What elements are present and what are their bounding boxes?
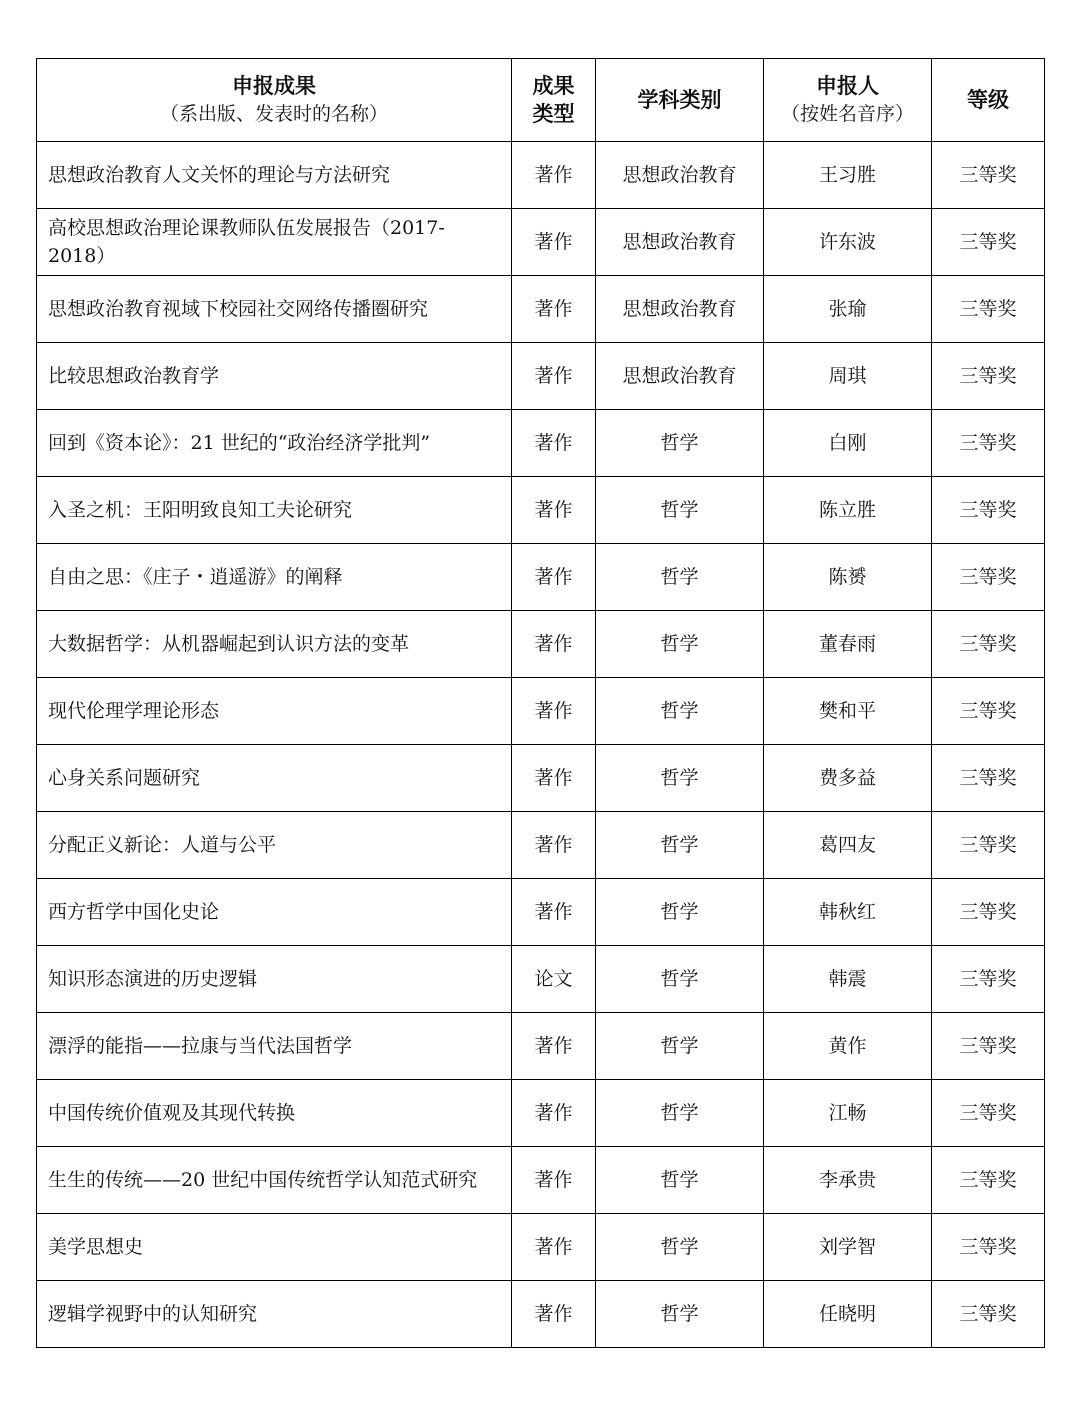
row-grade: 三等奖 xyxy=(932,946,1045,1013)
table-row xyxy=(37,343,1045,410)
row-grade: 三等奖 xyxy=(932,544,1045,611)
table-row xyxy=(37,1281,1045,1348)
row-grade: 三等奖 xyxy=(932,678,1045,745)
table-row xyxy=(37,209,1045,276)
row-category: 哲学 xyxy=(596,1214,764,1281)
row-title: 生生的传统——20 世纪中国传统哲学认知范式研究 xyxy=(37,1147,512,1214)
row-type: 著作 xyxy=(512,544,596,611)
row-title: 逻辑学视野中的认知研究 xyxy=(37,1281,512,1348)
header-row xyxy=(37,59,1045,142)
table-row xyxy=(37,142,1045,209)
row-applicant: 葛四友 xyxy=(764,812,932,879)
row-applicant: 董春雨 xyxy=(764,611,932,678)
row-applicant: 樊和平 xyxy=(764,678,932,745)
header-grade: 等级 xyxy=(932,59,1045,142)
row-applicant: 白刚 xyxy=(764,410,932,477)
row-title: 漂浮的能指——拉康与当代法国哲学 xyxy=(37,1013,512,1080)
row-applicant: 周琪 xyxy=(764,343,932,410)
header-title xyxy=(37,59,512,142)
table-row xyxy=(37,1214,1045,1281)
row-category: 哲学 xyxy=(596,745,764,812)
header-title-main: 申报成果 xyxy=(232,73,316,98)
row-grade: 三等奖 xyxy=(932,611,1045,678)
row-category: 哲学 xyxy=(596,611,764,678)
table-row xyxy=(37,745,1045,812)
header-applicant xyxy=(764,59,932,142)
row-grade: 三等奖 xyxy=(932,410,1045,477)
row-title: 美学思想史 xyxy=(37,1214,512,1281)
row-category: 哲学 xyxy=(596,1147,764,1214)
row-category: 哲学 xyxy=(596,477,764,544)
table-row xyxy=(37,276,1045,343)
table-body xyxy=(37,142,1045,1348)
row-type: 著作 xyxy=(512,477,596,544)
row-category: 哲学 xyxy=(596,946,764,1013)
row-applicant: 刘学智 xyxy=(764,1214,932,1281)
row-type: 著作 xyxy=(512,879,596,946)
row-title: 现代伦理学理论形态 xyxy=(37,678,512,745)
row-grade: 三等奖 xyxy=(932,1013,1045,1080)
row-grade: 三等奖 xyxy=(932,1147,1045,1214)
row-grade: 三等奖 xyxy=(932,1281,1045,1348)
row-category: 哲学 xyxy=(596,879,764,946)
row-grade: 三等奖 xyxy=(932,1080,1045,1147)
table-row xyxy=(37,1080,1045,1147)
row-category: 哲学 xyxy=(596,1013,764,1080)
row-title: 心身关系问题研究 xyxy=(37,745,512,812)
row-category: 哲学 xyxy=(596,678,764,745)
row-applicant: 陈立胜 xyxy=(764,477,932,544)
row-type: 著作 xyxy=(512,343,596,410)
row-applicant: 任晓明 xyxy=(764,1281,932,1348)
table-row xyxy=(37,946,1045,1013)
row-title: 入圣之机：王阳明致良知工夫论研究 xyxy=(37,477,512,544)
row-grade: 三等奖 xyxy=(932,343,1045,410)
row-type: 著作 xyxy=(512,1281,596,1348)
row-applicant: 王习胜 xyxy=(764,142,932,209)
table-row xyxy=(37,477,1045,544)
row-grade: 三等奖 xyxy=(932,879,1045,946)
row-title: 中国传统价值观及其现代转换 xyxy=(37,1080,512,1147)
row-type: 著作 xyxy=(512,678,596,745)
row-category: 哲学 xyxy=(596,1080,764,1147)
row-category: 思想政治教育 xyxy=(596,343,764,410)
header-title-sub: （系出版、发表时的名称） xyxy=(159,103,388,125)
row-grade: 三等奖 xyxy=(932,142,1045,209)
awards-table xyxy=(36,58,1045,1348)
row-category: 哲学 xyxy=(596,1281,764,1348)
table-row xyxy=(37,1147,1045,1214)
row-applicant: 费多益 xyxy=(764,745,932,812)
row-title: 回到《资本论》：21 世纪的“政治经济学批判” xyxy=(37,410,512,477)
row-applicant: 黄作 xyxy=(764,1013,932,1080)
row-type: 著作 xyxy=(512,812,596,879)
row-title: 思想政治教育视域下校园社交网络传播圈研究 xyxy=(37,276,512,343)
table-row xyxy=(37,812,1045,879)
table-row xyxy=(37,611,1045,678)
row-grade: 三等奖 xyxy=(932,812,1045,879)
row-applicant: 韩秋红 xyxy=(764,879,932,946)
row-title: 自由之思：《庄子・逍遥游》的阐释 xyxy=(37,544,512,611)
header-type-line2: 类型 xyxy=(532,101,575,126)
header-type xyxy=(512,59,596,142)
row-grade: 三等奖 xyxy=(932,745,1045,812)
row-title: 西方哲学中国化史论 xyxy=(37,879,512,946)
row-grade: 三等奖 xyxy=(932,477,1045,544)
row-title: 大数据哲学：从机器崛起到认识方法的变革 xyxy=(37,611,512,678)
row-type: 著作 xyxy=(512,142,596,209)
row-title: 高校思想政治理论课教师队伍发展报告（2017-2018） xyxy=(37,209,512,276)
row-type: 著作 xyxy=(512,1214,596,1281)
row-category: 思想政治教育 xyxy=(596,276,764,343)
row-applicant: 韩震 xyxy=(764,946,932,1013)
row-title: 比较思想政治教育学 xyxy=(37,343,512,410)
row-category: 思想政治教育 xyxy=(596,142,764,209)
row-applicant: 陈赟 xyxy=(764,544,932,611)
row-type: 著作 xyxy=(512,611,596,678)
table-row xyxy=(37,678,1045,745)
header-applicant-sub: （按姓名音序） xyxy=(780,103,914,125)
row-category: 哲学 xyxy=(596,812,764,879)
row-grade: 三等奖 xyxy=(932,209,1045,276)
row-title: 知识形态演进的历史逻辑 xyxy=(37,946,512,1013)
row-type: 著作 xyxy=(512,209,596,276)
row-type: 著作 xyxy=(512,1147,596,1214)
row-type: 著作 xyxy=(512,1013,596,1080)
row-title: 思想政治教育人文关怀的理论与方法研究 xyxy=(37,142,512,209)
table-row xyxy=(37,410,1045,477)
row-type: 著作 xyxy=(512,276,596,343)
table-row xyxy=(37,1013,1045,1080)
row-type: 著作 xyxy=(512,1080,596,1147)
header-type-line1: 成果 xyxy=(532,73,575,98)
table-row xyxy=(37,879,1045,946)
row-applicant: 江畅 xyxy=(764,1080,932,1147)
row-title: 分配正义新论：人道与公平 xyxy=(37,812,512,879)
row-category: 思想政治教育 xyxy=(596,209,764,276)
row-type: 著作 xyxy=(512,410,596,477)
header-applicant-main: 申报人 xyxy=(816,73,879,98)
row-category: 哲学 xyxy=(596,410,764,477)
table-row xyxy=(37,544,1045,611)
header-category: 学科类别 xyxy=(596,59,764,142)
row-grade: 三等奖 xyxy=(932,276,1045,343)
row-type: 著作 xyxy=(512,745,596,812)
row-applicant: 李承贵 xyxy=(764,1147,932,1214)
row-applicant: 许东波 xyxy=(764,209,932,276)
row-category: 哲学 xyxy=(596,544,764,611)
row-grade: 三等奖 xyxy=(932,1214,1045,1281)
row-type: 论文 xyxy=(512,946,596,1013)
row-applicant: 张瑜 xyxy=(764,276,932,343)
